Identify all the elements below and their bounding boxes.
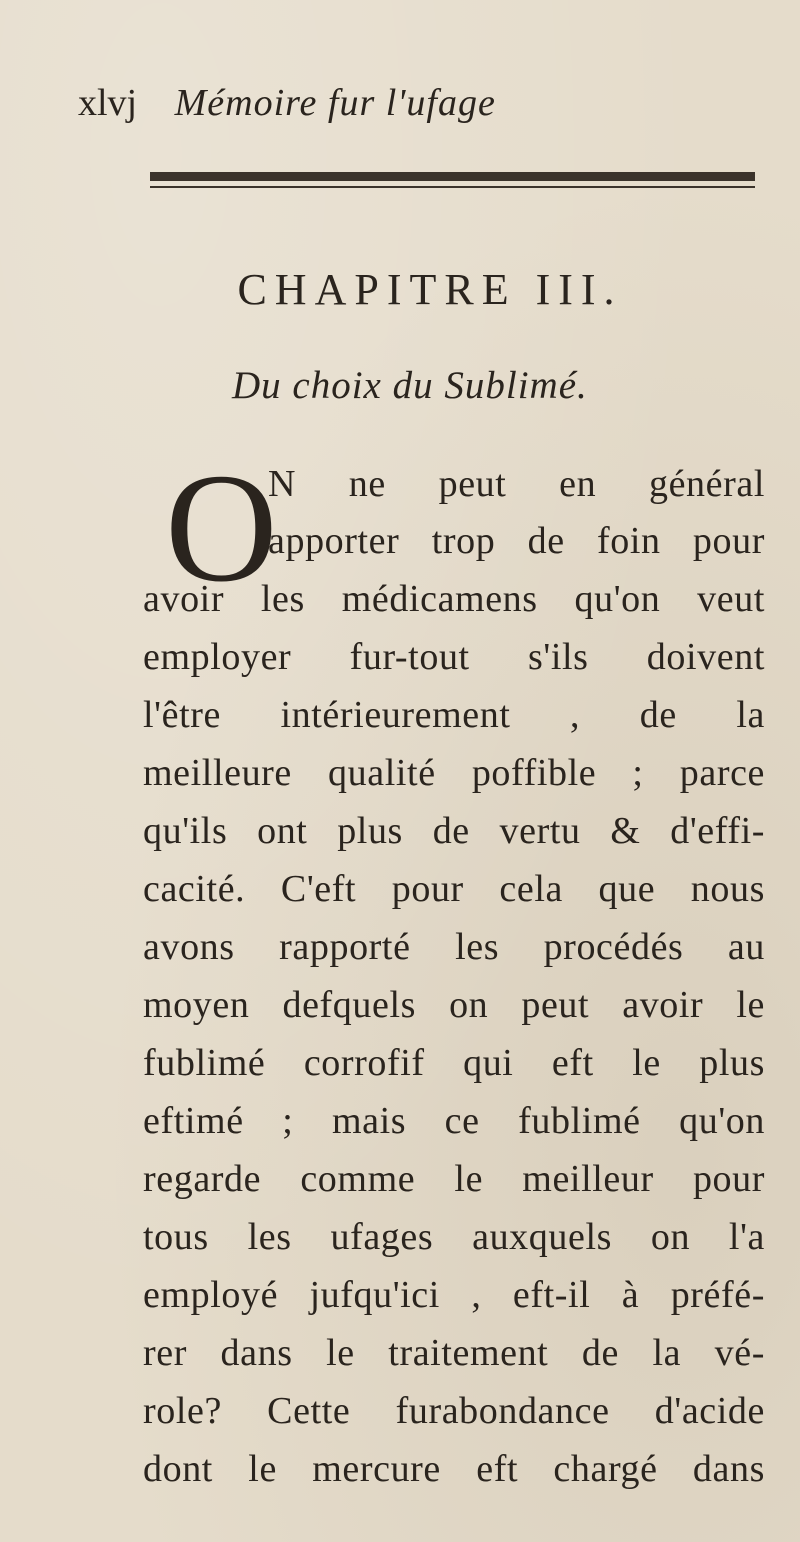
text-line: employé jufqu'ici , eft-il à préfé- (143, 1274, 765, 1316)
text-line: fublimé corrofif qui eft le plus (143, 1042, 765, 1084)
drop-cap: O (165, 441, 278, 614)
text-line: N ne peut en général (268, 463, 765, 505)
text-line: employer fur-tout s'ils doivent (143, 636, 765, 678)
text-line: apporter trop de foin pour (268, 520, 765, 562)
text-line: avoir les médicamens qu'on veut (143, 578, 765, 620)
chapter-subtitle: Du choix du Sublimé. (232, 364, 588, 407)
header-rule-thin (150, 186, 755, 188)
text-line: cacité. C'eft pour cela que nous (143, 868, 765, 910)
text-line: rer dans le traitement de la vé- (143, 1332, 765, 1374)
header-rule-thick (150, 172, 755, 181)
chapter-heading: CHAPITRE III. (237, 265, 623, 314)
page-number: xlvj (78, 82, 138, 124)
running-title: Mémoire fur l'ufage (174, 82, 496, 124)
text-line: regarde comme le meilleur pour (143, 1158, 765, 1200)
text-line: eftimé ; mais ce fublimé qu'on (143, 1100, 765, 1142)
running-head (78, 84, 496, 122)
text-line: meilleure qualité poffible ; parce (143, 752, 765, 794)
text-line: qu'ils ont plus de vertu & d'effi- (143, 810, 765, 852)
text-line: moyen defquels on peut avoir le (143, 984, 765, 1026)
text-line: tous les ufages auxquels on l'a (143, 1216, 765, 1258)
text-line: l'être intérieurement , de la (143, 694, 765, 736)
text-line: avons rapporté les procédés au (143, 926, 765, 968)
text-line: dont le mercure eft chargé dans (143, 1448, 765, 1490)
text-line: role? Cette furabondance d'acide (143, 1390, 765, 1432)
